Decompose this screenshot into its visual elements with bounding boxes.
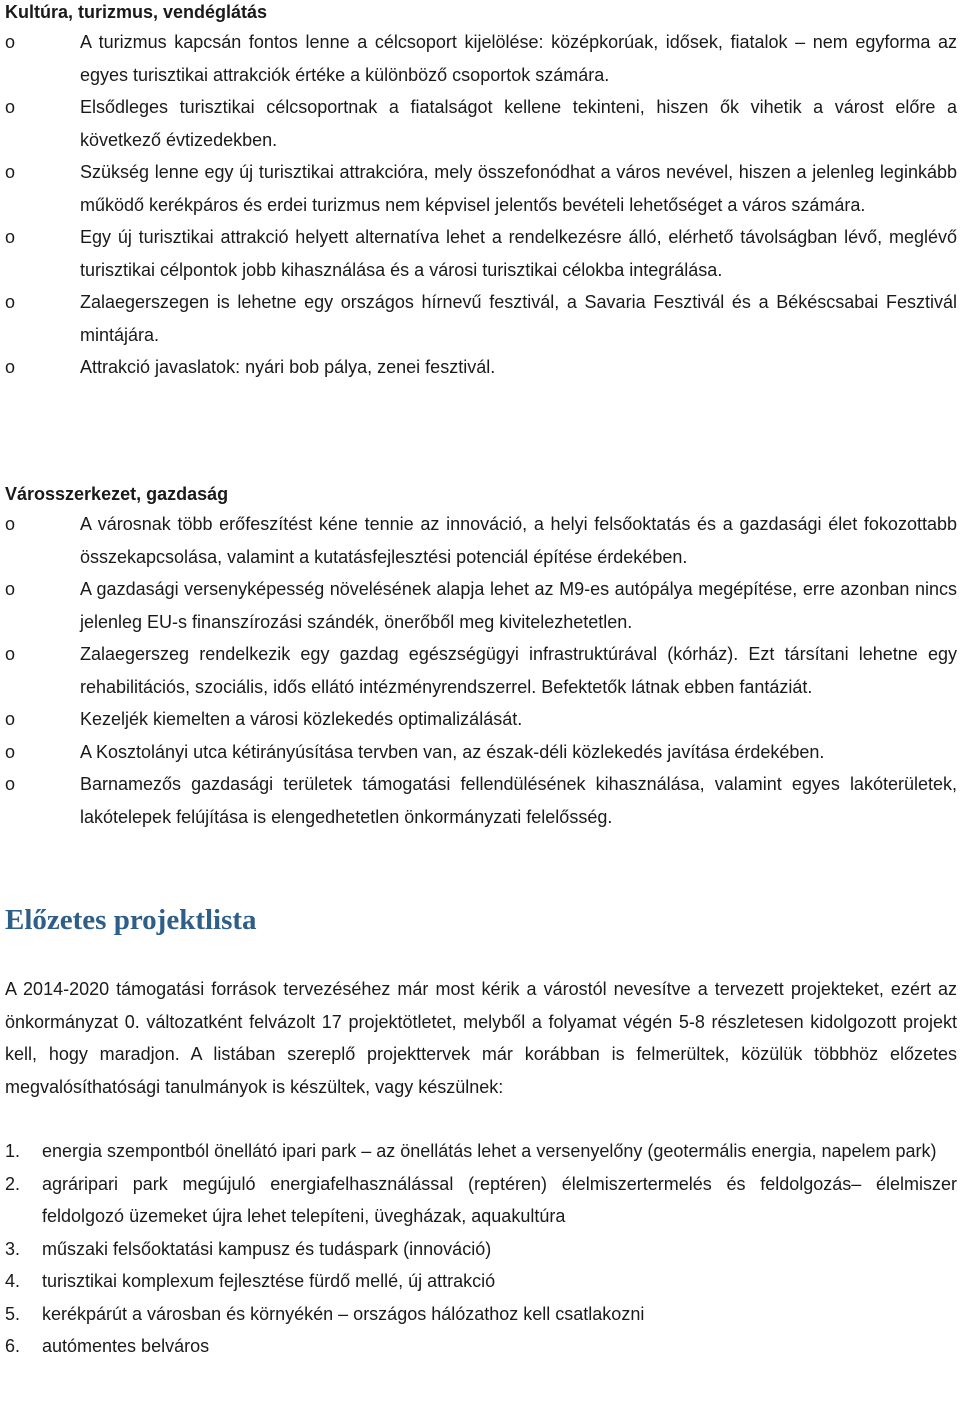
bullet-marker: o <box>5 357 16 377</box>
bullet-marker: o <box>5 97 16 117</box>
bullet-marker: o <box>5 774 16 794</box>
list-item <box>5 1168 957 1233</box>
list-item <box>5 508 957 573</box>
list-number: 3. <box>5 1238 21 1259</box>
section-culture-tourism <box>5 0 957 384</box>
list-item <box>5 1265 957 1298</box>
list-item <box>5 638 957 703</box>
bullet-marker: o <box>5 741 16 762</box>
bullet-marker: o <box>5 579 16 599</box>
section-project-list <box>5 902 957 1363</box>
list-item-text: Kezeljék kiemelten a városi közlekedés optimalizálását. <box>80 709 523 729</box>
project-list-title: Előzetes projektlista <box>5 904 257 936</box>
bullet-marker: o <box>5 644 16 664</box>
list-item-text: Zalaegerszegen is lehetne egy országos hírnevű fesztivál, a Savaria Fesztivál és a Békéscsabai Fesztivál mintájára. <box>80 292 957 345</box>
bullet-marker: o <box>5 292 16 312</box>
bullet-marker: o <box>5 709 16 729</box>
section-heading-urban: Városszerkezet, gazdaság <box>5 484 229 504</box>
project-numbered-list <box>5 1135 957 1363</box>
list-item <box>5 1298 957 1331</box>
list-item <box>5 91 957 156</box>
list-item-text: energia szempontból önellátó ipari park – az önellátás lehet a versenyelőny (geotermális energia, napelem park) <box>42 1141 937 1161</box>
list-number: 6. <box>5 1336 21 1356</box>
list-item <box>5 26 957 91</box>
list-item <box>5 156 957 221</box>
list-number: 1. <box>5 1141 21 1161</box>
list-number: 5. <box>5 1303 21 1324</box>
list-item-text: műszaki felsőoktatási kampusz és tudáspark (innováció) <box>42 1238 492 1259</box>
list-item-text: A turizmus kapcsán fontos lenne a célcsoport kijelölése: középkorúak, idősek, fiatalok – nem egyforma az egyes turisztikai attrakciók értéke a különböző csoportok számára. <box>80 32 957 85</box>
list-item <box>5 736 957 769</box>
list-item <box>5 703 957 736</box>
bullet-marker: o <box>5 514 16 534</box>
section-urban-economy <box>5 482 957 833</box>
culture-bullet-list <box>5 26 957 384</box>
list-item-text: Egy új turisztikai attrakció helyett alternatíva lehet a rendelkezésre álló, elérhető távolságban lévő, meglévő turisztikai célpontok jobb kihasználása és a városi turisztikai célokba integrálása. <box>80 227 957 280</box>
list-item-text: turisztikai komplexum fejlesztése fürdő mellé, új attrakció <box>42 1271 496 1291</box>
list-item <box>5 286 957 351</box>
bullet-marker: o <box>5 32 16 52</box>
list-item-text: A gazdasági versenyképesség növelésének alapja lehet az M9-es autópálya megépítése, erre azonban nincs jelenleg EU-s finanszírozási szándék, önerőből meg kivitelezhetetlen. <box>80 579 957 632</box>
list-item-text: A Kosztolányi utca kétirányúsítása tervben van, az észak-déli közlekedés javítása érdekében. <box>80 741 825 762</box>
list-item-text: Barnamezős gazdasági területek támogatási fellendülésének kihasználása, valamint egyes lakóterületek, lakótelepek felújítása is elengedhetetlen önkormányzati felelősség. <box>80 774 957 827</box>
urban-bullet-list <box>5 508 957 833</box>
list-item <box>5 1135 957 1168</box>
list-number: 4. <box>5 1271 21 1291</box>
list-item-text: Zalaegerszeg rendelkezik egy gazdag egészségügyi infrastruktúrával (kórház). Ezt társítani lehetne egy rehabilitációs, szociális, idős ellátó intézményrendszerrel. Befektetők látnak ebben fantáziát. <box>80 644 957 697</box>
list-number: 2. <box>5 1173 21 1194</box>
bullet-marker: o <box>5 227 16 247</box>
list-item <box>5 221 957 286</box>
list-item <box>5 573 957 638</box>
section-heading-culture: Kultúra, turizmus, vendéglátás <box>5 2 268 22</box>
list-item-text: Attrakció javaslatok: nyári bob pálya, zenei fesztivál. <box>80 357 496 377</box>
list-item-text: kerékpárút a városban és környékén – országos hálózathoz kell csatlakozni <box>42 1303 645 1324</box>
project-list-intro: A 2014-2020 támogatási források tervezéséhez már most kérik a várostól nevesítve a tervezett projekteket, ezért az önkormányzat 0. változatként felvázolt 17 projektötletet, melyből a folyamat végén 5-8 részletesen kidolgozott projekt kell, hogy maradjon. A listában szereplő projekttervek már korábban is felmerültek, közülük többhöz előzetes megvalósíthatósági tanulmányok is készültek, vagy készülnek: <box>5 979 957 1097</box>
list-item <box>5 1233 957 1266</box>
list-item-text: A városnak több erőfeszítést kéne tennie az innováció, a helyi felsőoktatás és a gazdasági élet fokozottabb összekapcsolása, valamint a kutatásfejlesztési potenciál építése érdekében. <box>80 514 957 567</box>
list-item-text: autómentes belváros <box>42 1336 210 1356</box>
list-item <box>5 1330 957 1363</box>
list-item-text: Elsődleges turisztikai célcsoportnak a fiatalságot kellene tekinteni, hiszen ők vihetik a várost előre a következő évtizedekben. <box>80 97 957 150</box>
list-item-text: agráripari park megújuló energiafelhasználással (reptéren) élelmiszertermelés és feldolgozás– élelmiszer feldolgozó üzemeket újra lehet telepíteni, üvegházak, aquakultúra <box>42 1173 957 1226</box>
list-item-text: Szükség lenne egy új turisztikai attrakcióra, mely összefonódhat a város nevével, hiszen a jelenleg leginkább működő kerékpáros és erdei turizmus nem képvisel jelentős bevételi lehetőséget a város számára. <box>80 162 957 215</box>
bullet-marker: o <box>5 162 16 182</box>
list-item <box>5 768 957 833</box>
list-item <box>5 351 957 384</box>
